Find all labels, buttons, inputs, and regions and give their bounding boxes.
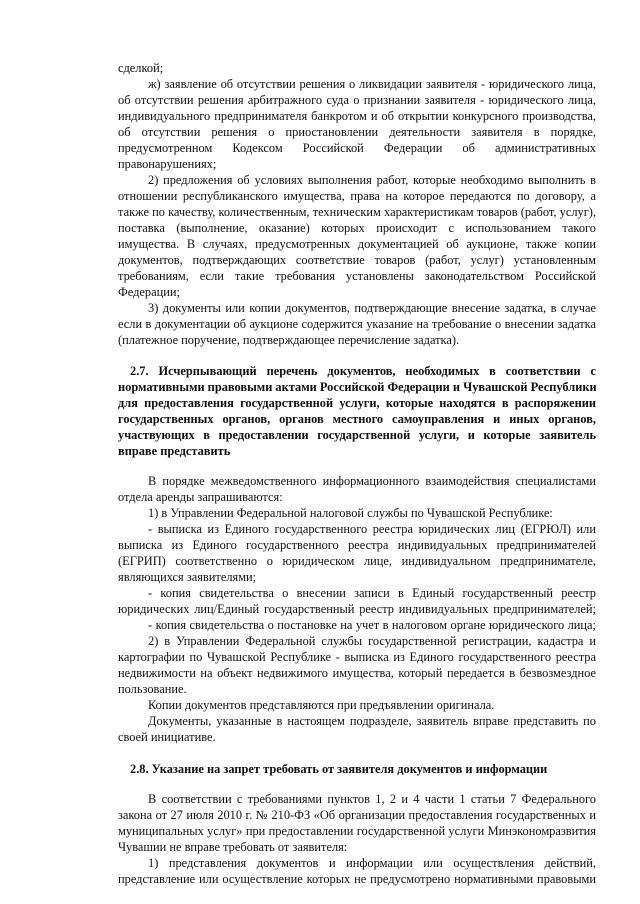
heading-line: для предоставления государственной услуги, которые находятся в распоряжении [118,396,596,410]
text-line: 2) предложения об условиях выполнения работ, которые необходимо выполнить в [148,173,596,187]
text-line: являющихся заявителями; [118,570,257,584]
text-line: если в документации об аукционе содержится указание на требование о внесении задатка [118,317,596,331]
text-line: Документы, указанные в настоящем подразделе, заявитель вправе представить по [148,714,596,728]
text-line: юридических лиц/Единый государственный реестр индивидуальных предпринимателей; [118,602,596,616]
text-line: ж) заявление об отсутствии решения о ликвидации заявителя - юридического лица, [148,77,596,91]
text-line: пользование. [118,682,187,696]
text-line: об отсутствии решения о приостановлении деятельности заявителя в порядке, [118,125,596,139]
text-line: картографии по Чувашской Республике - выписка из Единого государственного реестра [118,650,596,664]
text-line: 2) в Управлении Федеральной службы государственной регистрации, кадастра и [148,634,596,648]
text-line: требованиям, если такие требования установлены законодательством Российской [118,269,596,283]
text-line: В порядке межведомственного информационного взаимодействия специалистами [148,474,596,488]
text-line: выписка из Единого государственного реестра индивидуальных предпринимателей [118,538,596,552]
text-line: (платежное поручение, подтверждающее перечисление задатка). [118,333,460,347]
text-line: Копии документов представляются при предъявлении оригинала. [148,698,495,712]
heading-line: государственных органов, органов местного самоуправления и иных органов, [118,412,596,426]
text-line: - копия свидетельства о постановке на учет в налоговом органе юридического лица; [148,618,596,632]
text-line: - копия свидетельства о внесении записи в Единый государственный реестр [148,586,596,600]
heading-line: участвующих в предоставлении государственной услуги, и которые заявитель [118,428,596,442]
text-line: сделкой; [118,61,164,75]
text-line: - выписка из Единого государственного реестра юридических лиц (ЕГРЮЛ) или [148,522,596,536]
text-line: предусмотренном Кодексом Российской Федерации об административных [118,141,596,155]
text-line: муниципальных услуг» при предоставлении государственной услуги Минэкономразвития [118,824,596,838]
text-line: 1) в Управлении Федеральной налоговой службы по Чувашской Республике: [148,506,553,520]
text-line: 3) документы или копии документов, подтверждающие внесение задатка, в случае [148,301,596,315]
text-line: (ЕГРИП) соответственно о юридическом лице, индивидуальном предпринимателе, [118,554,596,568]
heading-line: 2.7. Исчерпывающий перечень документов, необходимых в соответствии с [130,364,596,378]
text-line: об отсутствии решения арбитражного суда о признании заявителя - юридического лица, [118,93,596,107]
text-line: недвижимости на объект недвижимого имущества, который передается в безвозмездное [118,666,596,680]
text-line: Чувашии не вправе требовать от заявителя: [118,840,348,854]
text-line: правонарушениях; [118,157,217,171]
text-line: Федерации; [118,285,180,299]
text-line: представление или осуществление которых не предусмотрено нормативными правовыми [118,872,596,886]
text-line: документов, подтверждающих соответствие товаров (работ, услуг) установленным [118,253,596,267]
text-line: имущества. В случаях, предусмотренных документацией об аукционе, также копии [118,237,596,251]
text-line: отношении республиканского имущества, права на которое передаются по договору, а [118,189,596,203]
text-line: В соответствии с требованиями пунктов 1, 2 и 4 части 1 статьи 7 Федерального [148,792,596,806]
text-line: индивидуального предпринимателя банкротом и об открытии конкурсного производства, [118,109,596,123]
text-line: также по качеству, количественным, техническим характеристикам товаров (работ, услуг), [118,205,596,219]
heading-line: вправе представить [118,444,231,458]
text-line: 1) представления документов и информации или осуществления действий, [148,856,596,870]
heading-line: нормативными правовыми актами Российской Федерации и Чувашской Республики [118,380,597,394]
text-line: закона от 27 июля 2010 г. № 210-ФЗ «Об организации предоставления государственных и [118,808,596,822]
heading-line: 2.8. Указание на запрет требовать от заявителя документов и информации [130,762,548,776]
text-line: поставка (выполнение, оказание) которых происходит с использованием такого [118,221,596,235]
text-line: своей инициативе. [118,730,216,744]
text-line: отдела аренды запрашиваются: [118,490,283,504]
